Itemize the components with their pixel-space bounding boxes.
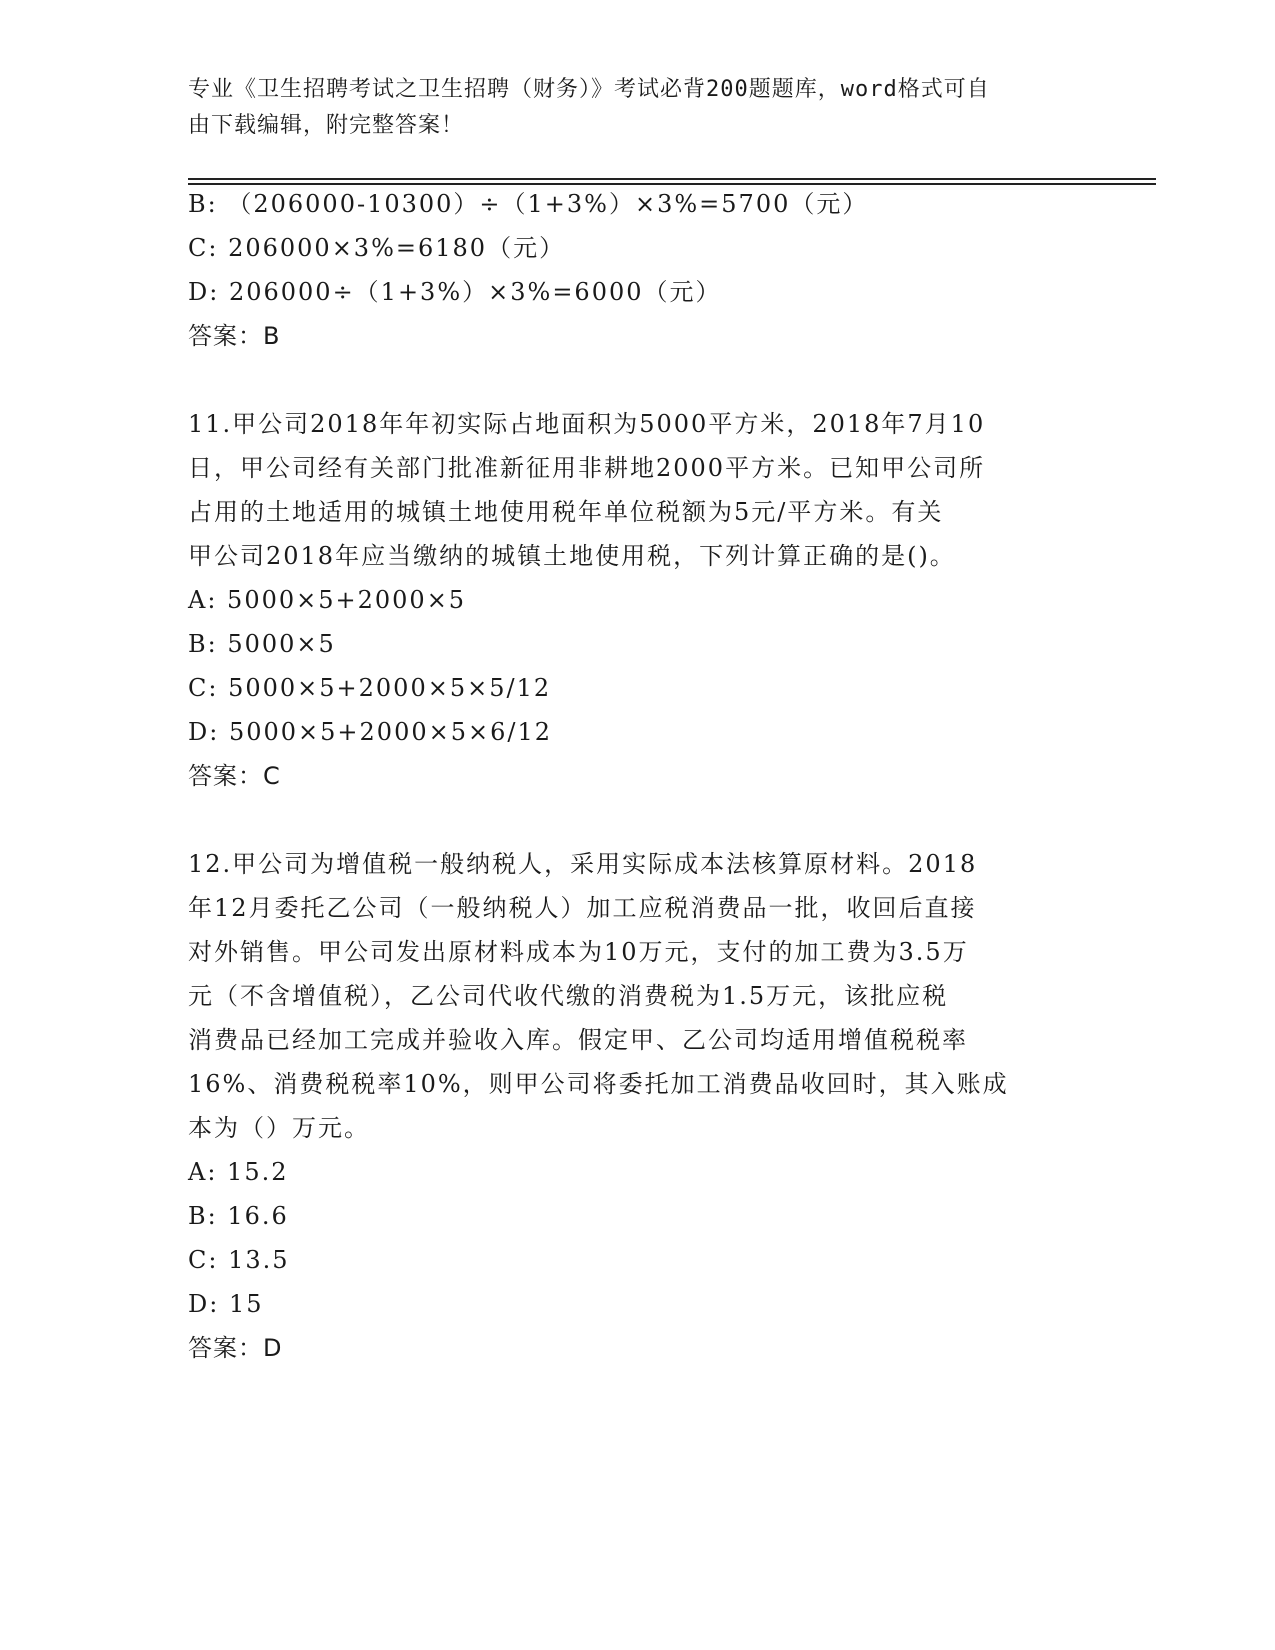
q11-stem-line: 11.甲公司2018年年初实际占地面积为5000平方米，2018年7月10 bbox=[188, 410, 986, 438]
header-divider-bottom bbox=[188, 183, 1156, 185]
q12-stem-line: 元（不含增值税），乙公司代收代缴的消费税为1.5万元，该批应税 bbox=[188, 982, 949, 1010]
q10-option-c: C: 206000×3%=6180（元） bbox=[188, 234, 566, 262]
q12-stem-line: 本为（）万元。 bbox=[188, 1114, 370, 1142]
q11-stem-line: 日，甲公司经有关部门批准新征用非耕地2000平方米。已知甲公司所 bbox=[188, 454, 986, 482]
q12-stem-line: 16%、消费税税率10%，则甲公司将委托加工消费品收回时，其入账成 bbox=[188, 1070, 1009, 1098]
q11-option-d: D: 5000×5+2000×5×6/12 bbox=[188, 718, 552, 746]
header-line-1: 专业《卫生招聘考试之卫生招聘（财务）》考试必背200题题库，word格式可自 bbox=[188, 77, 990, 102]
q11-option-a: A: 5000×5+2000×5 bbox=[188, 586, 467, 614]
q10-option-b: B: （206000-10300）÷（1+3%）×3%=5700（元） bbox=[188, 190, 869, 218]
q10-answer: 答案：B bbox=[188, 322, 281, 350]
q11-stem-line: 占用的土地适用的城镇土地使用税年单位税额为5元/平方米。有关 bbox=[188, 498, 944, 526]
document-header bbox=[188, 72, 1068, 144]
q12-stem-line: 对外销售。甲公司发出原材料成本为10万元，支付的加工费为3.5万 bbox=[188, 938, 969, 966]
q12-stem-line: 消费品已经加工完成并验收入库。假定甲、乙公司均适用增值税税率 bbox=[188, 1026, 968, 1054]
q11-stem-line: 甲公司2018年应当缴纳的城镇土地使用税，下列计算正确的是()。 bbox=[188, 542, 956, 570]
q12-option-a: A: 15.2 bbox=[188, 1158, 289, 1186]
q11-option-c: C: 5000×5+2000×5×5/12 bbox=[188, 674, 552, 702]
q11-option-b: B: 5000×5 bbox=[188, 630, 336, 658]
q12-answer: 答案：D bbox=[188, 1334, 283, 1362]
q12-stem-line: 年12月委托乙公司（一般纳税人）加工应税消费品一批，收回后直接 bbox=[188, 894, 977, 922]
q10-option-d: D: 206000÷（1+3%）×3%=6000（元） bbox=[188, 278, 722, 306]
header-line-2: 由下载编辑，附完整答案！ bbox=[188, 113, 465, 138]
header-divider-top bbox=[188, 178, 1156, 180]
q12-option-c: C: 13.5 bbox=[188, 1246, 290, 1274]
q12-stem-line: 12.甲公司为增值税一般纳税人，采用实际成本法核算原材料。2018 bbox=[188, 850, 978, 878]
q12-option-b: B: 16.6 bbox=[188, 1202, 289, 1230]
q12-option-d: D: 15 bbox=[188, 1290, 264, 1318]
q11-answer: 答案：C bbox=[188, 762, 281, 790]
